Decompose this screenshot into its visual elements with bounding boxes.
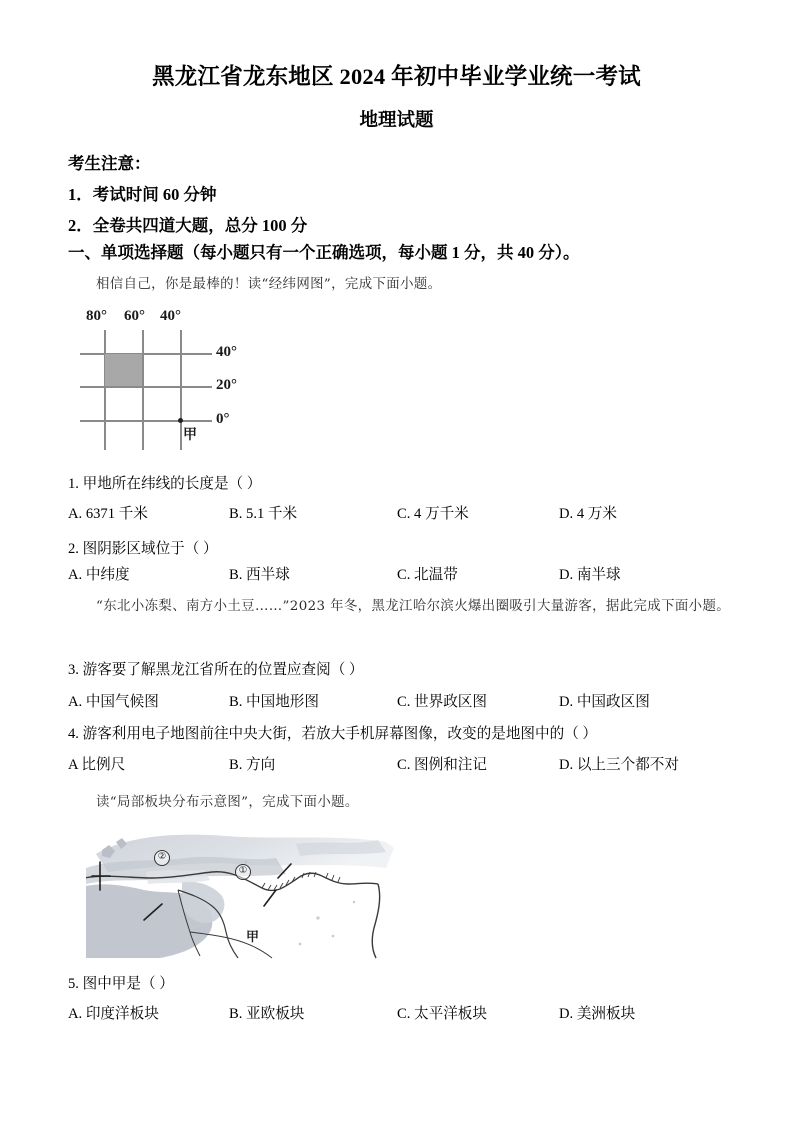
question-5-stem: 5. 图中甲是（ ） — [68, 976, 174, 992]
point-jia-dot — [178, 418, 183, 423]
question-4-stem: 4. 游客利用电子地图前往中央大街，若放大手机屏幕图像，改变的是地图中的（ ） — [68, 726, 598, 742]
passage-harbin: “东北小冻梨、南方小土豆……”2023 年冬，黑龙江哈尔滨火爆出圈吸引大量游客，据此完成下面小题。 — [96, 599, 731, 614]
question-3-option-d[interactable]: D. 中国政区图 — [559, 694, 650, 710]
longitude-label-60: 60° — [124, 308, 145, 324]
question-4-option-d[interactable]: D. 以上三个都不对 — [559, 757, 679, 773]
question-2-option-b[interactable]: B. 西半球 — [229, 567, 290, 583]
question-3-options — [0, 690, 793, 714]
question-5-option-a[interactable]: A. 印度洋板块 — [68, 1006, 159, 1022]
question-5-option-b[interactable]: B. 亚欧板块 — [229, 1006, 305, 1022]
question-3-option-a[interactable]: A. 中国气候图 — [68, 694, 159, 710]
latitude-label-40: 40° — [216, 344, 237, 360]
question-4-option-a[interactable]: A 比例尺 — [68, 757, 126, 773]
question-2-stem: 2. 图阴影区域位于（ ） — [68, 541, 218, 557]
question-2-option-c[interactable]: C. 北温带 — [397, 567, 458, 583]
question-1-option-b[interactable]: B. 5.1 千米 — [229, 506, 298, 522]
section-heading-1: 一、单项选择题（每小题只有一个正确选项，每小题 1 分，共 40 分）。 — [68, 243, 580, 262]
passage-jingweiwang: 相信自己，你是最棒的！读“经纬网图”，完成下面小题。 — [96, 277, 442, 292]
question-4-options — [0, 753, 793, 777]
question-1-stem: 1. 甲地所在纬线的长度是（ ） — [68, 476, 262, 492]
parallel-line-40 — [80, 353, 212, 355]
question-1-option-d[interactable]: D. 4 万米 — [559, 506, 617, 522]
longitude-label-80: 80° — [86, 308, 107, 324]
question-4-option-b[interactable]: B. 方向 — [229, 757, 276, 773]
meridian-line-60 — [142, 330, 144, 450]
longitude-label-40: 40° — [160, 308, 181, 324]
question-2-option-a[interactable]: A. 中纬度 — [68, 567, 130, 583]
notice-item-1: 1．考试时间 60 分钟 — [68, 185, 217, 204]
page-title: 黑龙江省龙东地区 2024 年初中毕业学业统一考试 — [152, 64, 641, 89]
map-marker-1: ① — [235, 864, 251, 880]
question-5-option-d[interactable]: D. 美洲板块 — [559, 1006, 636, 1022]
latitude-label-20: 20° — [216, 377, 237, 393]
meridian-line-40 — [180, 330, 182, 450]
meridian-line-80 — [104, 330, 106, 450]
passage-plates: 读“局部板块分布示意图”，完成下面小题。 — [96, 795, 359, 810]
point-jia-label: 甲 — [183, 428, 197, 443]
notices-label: 考生注意： — [68, 154, 151, 173]
question-3-option-c[interactable]: C. 世界政区图 — [397, 694, 487, 710]
question-2-option-d[interactable]: D. 南半球 — [559, 567, 621, 583]
plate-map-graphic — [86, 828, 404, 960]
page-subtitle: 地理试题 — [359, 111, 434, 131]
question-5-options — [0, 1002, 793, 1026]
question-1-option-a[interactable]: A. 6371 千米 — [68, 506, 148, 522]
question-3-option-b[interactable]: B. 中国地形图 — [229, 694, 319, 710]
figure-plate-map — [86, 828, 404, 960]
shaded-region — [105, 354, 142, 386]
notice-item-2: 2．全卷共四道大题，总分 100 分 — [68, 216, 308, 235]
parallel-line-20 — [80, 386, 212, 388]
question-2-options — [0, 563, 793, 587]
question-1-option-c[interactable]: C. 4 万千米 — [397, 506, 469, 522]
question-5-option-c[interactable]: C. 太平洋板块 — [397, 1006, 487, 1022]
question-4-option-c[interactable]: C. 图例和注记 — [397, 757, 487, 773]
latitude-label-0: 0° — [216, 411, 230, 427]
parallel-line-0 — [80, 420, 212, 422]
notices-block — [68, 148, 728, 241]
figure-graticule — [80, 308, 280, 458]
question-1-options — [0, 502, 793, 526]
map-marker-2: ② — [154, 850, 170, 866]
map-label-jia: 甲 — [246, 929, 260, 944]
question-3-stem: 3. 游客要了解黑龙江省所在的位置应查阅（ ） — [68, 662, 364, 678]
